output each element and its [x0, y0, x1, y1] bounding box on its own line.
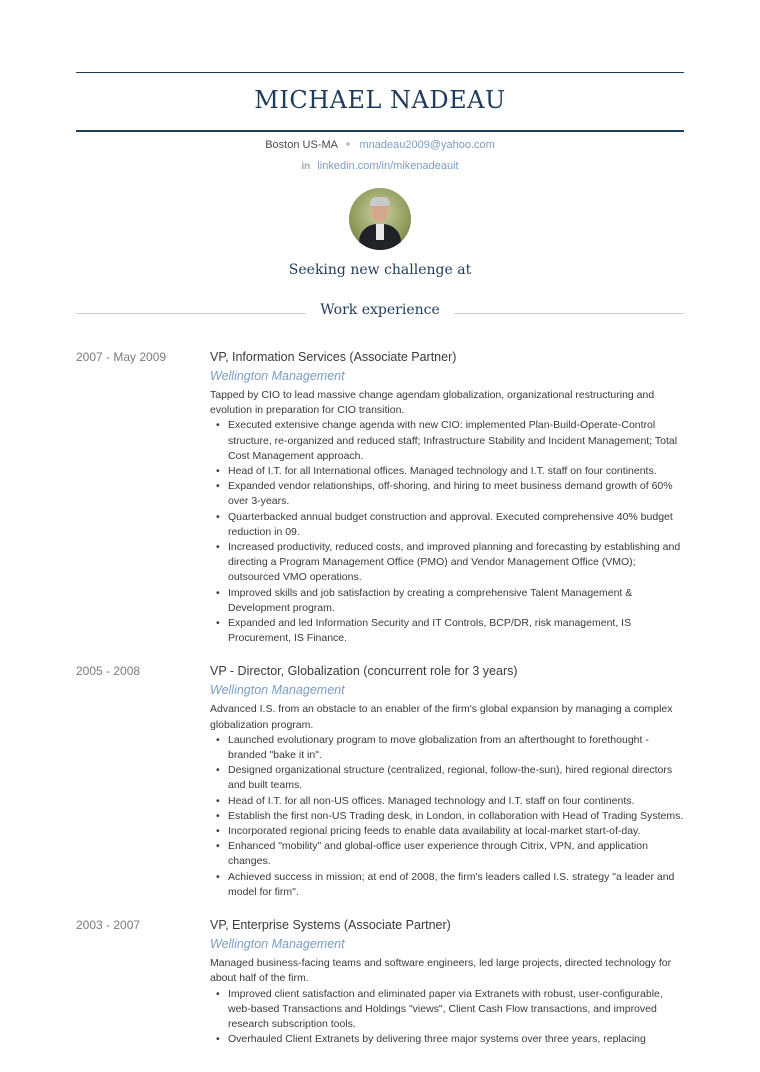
- job-entry: [76, 348, 684, 646]
- headline: Seeking new challenge at: [288, 262, 472, 278]
- avatar: [349, 188, 411, 250]
- divider: [454, 313, 684, 314]
- list-item: • Executed extensive change agenda with new CIO: implemented Plan-Build-Operate-Control structure, re-organized and reduced staff; Infrastructure Stability and Incident Management; Total Cost Management approach.: [214, 418, 684, 464]
- job-content: [210, 662, 684, 900]
- list-item: • Achieved success in mission; at end of 2008, the firm's leaders called I.S. strategy "a leader and model for firm".: [214, 870, 684, 900]
- linkedin-icon: in: [301, 161, 311, 172]
- header-top-rule: [76, 72, 684, 73]
- job-bullets: [214, 418, 684, 646]
- list-item: • Designed organizational structure (centralized, regional, follow-the-sun), hired regional directors and built teams.: [214, 763, 684, 793]
- list-item: • Expanded vendor relationships, off-shoring, and hiring to meet business demand growth of 60% over 3-years.: [214, 479, 684, 509]
- list-item: • Quarterbacked annual budget construction and approval. Executed comprehensive 40% budget reduction in 09.: [214, 510, 684, 540]
- job-date: 2003 - 2007: [76, 918, 141, 933]
- job-company: Wellington Management: [210, 937, 345, 952]
- location: Boston US-MA: [265, 139, 338, 151]
- list-item: • Increased productivity, reduced costs, and improved planning and forecasting by establishing and directing a Program Management Office (PMO) and Vendor Management Office (VMO); outsourced VMO operations.: [214, 540, 684, 586]
- job-role: VP, Enterprise Systems (Associate Partner): [210, 918, 451, 933]
- list-item: • Head of I.T. for all non-US offices. Managed technology and I.T. staff on four continents.: [214, 794, 684, 809]
- candidate-name: MICHAEL NADEAU: [254, 86, 506, 114]
- email-link[interactable]: mnadeau2009@yahoo.com: [359, 139, 495, 151]
- separator-dot-icon: [346, 142, 350, 146]
- jobs-list: [76, 348, 684, 1063]
- section-title: Work experience: [320, 302, 440, 318]
- list-item: • Improved skills and job satisfaction by creating a comprehensive Talent Management & Development program.: [214, 586, 684, 616]
- job-bullets: [214, 733, 684, 900]
- job-content: [210, 916, 684, 1047]
- job-date: 2005 - 2008: [76, 664, 141, 679]
- job-entry: [76, 916, 684, 1047]
- contact-line: [76, 139, 684, 151]
- job-content: [210, 348, 684, 646]
- list-item: • Incorporated regional pricing feeds to enable data availability at local-market start-of-day.: [214, 824, 684, 839]
- job-role: VP - Director, Globalization (concurrent role for 3 years): [210, 664, 518, 679]
- list-item: • Expanded and led Information Security and IT Controls, BCP/DR, risk management, IS Procurement, IS Finance.: [214, 616, 684, 646]
- job-date: 2007 - May 2009: [76, 350, 167, 364]
- list-item: • Overhauled Client Extranets by delivering three major systems over three years, replacing: [214, 1032, 684, 1047]
- list-item: • Enhanced "mobility" and global-office user experience through Citrix, VPN, and application changes.: [214, 839, 684, 869]
- job-summary: Tapped by CIO to lead massive change agendam globalization, organizational restructuring and evolution in preparation for CIO transition.: [210, 389, 655, 417]
- linkedin-line: [76, 160, 684, 172]
- work-experience-heading: [76, 302, 684, 322]
- list-item: • Improved client satisfaction and eliminated paper via Extranets with robust, user-configurable, web-based Transactions and Holdings "views", Client Cash Flow transactions, and improved research subscription tools.: [214, 987, 684, 1033]
- job-bullets: [214, 987, 684, 1048]
- list-item: • Launched evolutionary program to move globalization from an afterthought to forethought - branded "bake it in".: [214, 733, 684, 763]
- job-company: Wellington Management: [210, 683, 345, 698]
- job-company: Wellington Management: [210, 369, 345, 383]
- job-summary: Advanced I.S. from an obstacle to an enabler of the firm's global expansion by managing a complex globalization program.: [210, 703, 673, 731]
- list-item: • Head of I.T. for all International offices. Managed technology and I.T. staff on four continents.: [214, 464, 684, 479]
- list-item: • Establish the first non-US Trading desk, in London, in collaboration with Head of Trading Systems.: [214, 809, 684, 824]
- linkedin-link[interactable]: linkedin.com/in/mikenadeauit: [317, 160, 459, 172]
- name-underline: [76, 130, 684, 132]
- job-summary: Managed business-facing teams and software engineers, led large projects, directed technology for about half of the firm.: [210, 957, 672, 985]
- job-role: VP, Information Services (Associate Partner): [210, 350, 457, 364]
- job-entry: [76, 662, 684, 900]
